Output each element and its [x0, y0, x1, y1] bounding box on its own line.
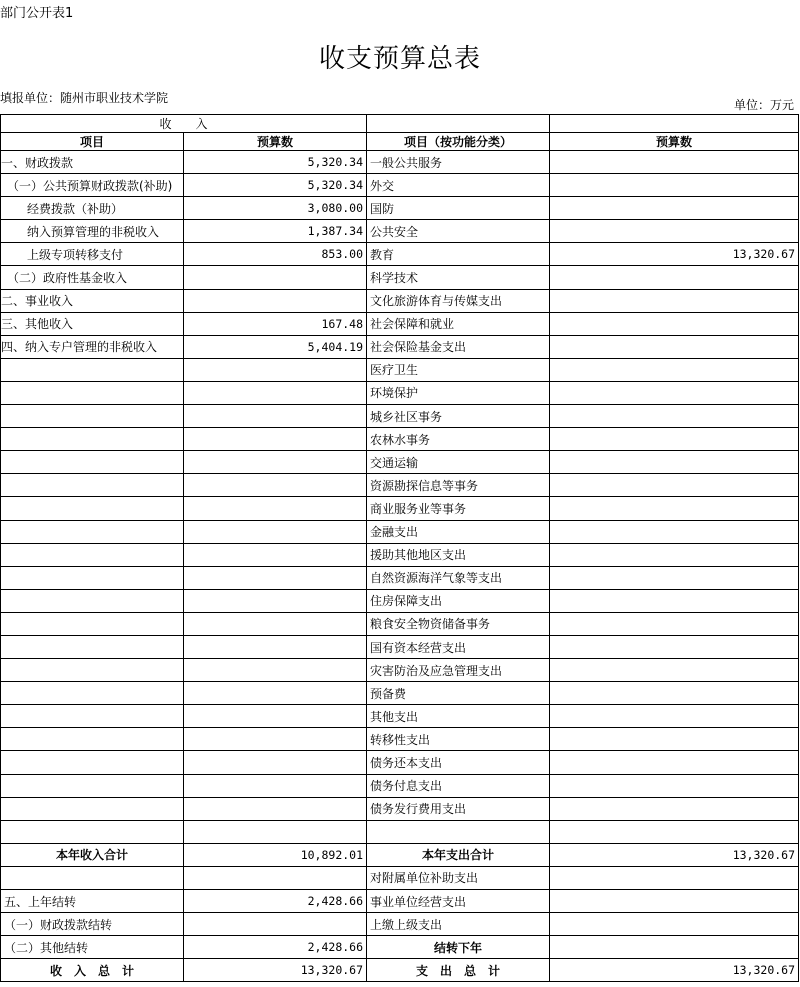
expense-amount-cell	[550, 381, 799, 404]
expense-item-cell: 国防	[367, 197, 550, 220]
expense-item-cell: 社会保障和就业	[367, 312, 550, 335]
expense-amount-cell	[550, 705, 799, 728]
table-row	[1, 405, 799, 428]
affiliate-amount	[550, 866, 799, 889]
reporting-unit: 填报单位：随州市职业技术学院	[0, 91, 169, 105]
expense-total-label: 支 出 总 计	[367, 959, 550, 982]
expense-amount-cell	[550, 266, 799, 289]
expense-total-value: 13,320.67	[550, 959, 799, 982]
table-row	[1, 312, 799, 335]
expense-item-cell: 粮食安全物资储备事务	[367, 612, 550, 635]
table-row	[1, 474, 799, 497]
table-row	[1, 266, 799, 289]
income-item-cell: 四、纳入专户管理的非税收入	[1, 335, 184, 358]
year-total-row	[1, 843, 799, 866]
table-row	[1, 635, 799, 658]
income-amount-cell: 5,404.19	[184, 335, 367, 358]
income-item-cell	[1, 451, 184, 474]
income-item-cell	[1, 728, 184, 751]
expense-item-cell: 援助其他地区支出	[367, 543, 550, 566]
expense-amount-cell	[550, 474, 799, 497]
income-item-cell: 纳入预算管理的非税收入	[1, 220, 184, 243]
table-row	[1, 174, 799, 197]
expense-amount-cell	[550, 335, 799, 358]
next-carry-amount	[550, 936, 799, 959]
income-item-cell	[1, 358, 184, 381]
expense-amount-cell	[550, 820, 799, 843]
affiliate-label: 对附属单位补助支出	[367, 866, 550, 889]
affiliate-income-amount	[184, 866, 367, 889]
expense-amount-cell	[550, 497, 799, 520]
income-total-label: 收 入 总 计	[1, 959, 184, 982]
income-amount-cell	[184, 428, 367, 451]
income-item-cell: （二）政府性基金收入	[1, 266, 184, 289]
table-number: 部门公开表1	[0, 6, 74, 21]
year-expense-label: 本年支出合计	[367, 843, 550, 866]
table-row	[1, 682, 799, 705]
expense-item-cell: 金融支出	[367, 520, 550, 543]
expense-amount-cell	[550, 358, 799, 381]
income-amount-cell	[184, 751, 367, 774]
expense-item-cell: 债务发行费用支出	[367, 797, 550, 820]
table-row	[1, 243, 799, 266]
table-row	[1, 497, 799, 520]
expense-item-cell: 债务付息支出	[367, 774, 550, 797]
table-row	[1, 612, 799, 635]
income-amount-cell	[184, 405, 367, 428]
expense-amount-cell	[550, 797, 799, 820]
superior-amount	[550, 913, 799, 936]
expense-item-cell: 农林水事务	[367, 428, 550, 451]
table-row	[1, 289, 799, 312]
expense-item-cell: 自然资源海洋气象等支出	[367, 566, 550, 589]
income-item-cell	[1, 543, 184, 566]
expense-amount-cell	[550, 151, 799, 174]
page-title: 收支预算总表	[318, 44, 481, 74]
expense-section-label	[367, 115, 550, 133]
expense-item-cell: 灾害防治及应急管理支出	[367, 659, 550, 682]
income-amount-cell	[184, 705, 367, 728]
expense-amount-header: 预算数	[550, 133, 799, 151]
income-item-cell	[1, 497, 184, 520]
other-carry-label: （二）其他结转	[1, 936, 184, 959]
income-amount-cell	[184, 612, 367, 635]
currency-unit: 单位：万元	[733, 98, 794, 112]
table-row	[1, 197, 799, 220]
expense-item-cell: 住房保障支出	[367, 589, 550, 612]
table-row	[1, 543, 799, 566]
table-row	[1, 451, 799, 474]
expense-item-cell: 外交	[367, 174, 550, 197]
income-item-cell: 二、事业收入	[1, 289, 184, 312]
income-item-cell: 经费拨款（补助）	[1, 197, 184, 220]
expense-amount-cell	[550, 751, 799, 774]
expense-amount-cell	[550, 174, 799, 197]
table-row	[1, 705, 799, 728]
expense-amount-cell	[550, 451, 799, 474]
income-item-cell	[1, 381, 184, 404]
carryover-value: 2,428.66	[184, 890, 367, 913]
expense-amount-cell	[550, 682, 799, 705]
income-item-cell	[1, 682, 184, 705]
income-item-cell	[1, 405, 184, 428]
expense-amount-cell	[550, 566, 799, 589]
next-carry-label: 结转下年	[367, 936, 550, 959]
expense-amount-cell	[550, 312, 799, 335]
table-row	[1, 751, 799, 774]
section-header-row	[1, 115, 799, 133]
year-income-label: 本年收入合计	[1, 843, 184, 866]
expense-item-cell: 社会保险基金支出	[367, 335, 550, 358]
business-label: 事业单位经营支出	[367, 890, 550, 913]
table-row	[1, 566, 799, 589]
income-item-cell: 上级专项转移支付	[1, 243, 184, 266]
expense-item-cell: 其他支出	[367, 705, 550, 728]
expense-item-cell: 公共安全	[367, 220, 550, 243]
income-amount-cell: 167.48	[184, 312, 367, 335]
income-item-cell	[1, 659, 184, 682]
column-header-row	[1, 133, 799, 151]
other-carry-value: 2,428.66	[184, 936, 367, 959]
table-row	[1, 520, 799, 543]
affiliate-income-blank	[1, 866, 184, 889]
expense-item-cell: 科学技术	[367, 266, 550, 289]
expense-item-cell: 债务还本支出	[367, 751, 550, 774]
income-item-cell	[1, 705, 184, 728]
expense-amount-cell	[550, 774, 799, 797]
income-amount-cell	[184, 543, 367, 566]
income-amount-cell: 853.00	[184, 243, 367, 266]
grand-total-row	[1, 959, 799, 982]
expense-item-cell: 文化旅游体育与传媒支出	[367, 289, 550, 312]
year-expense-value: 13,320.67	[550, 843, 799, 866]
income-item-cell	[1, 797, 184, 820]
income-item-cell: 一、财政拨款	[1, 151, 184, 174]
table-row	[1, 151, 799, 174]
expense-amount-cell	[550, 197, 799, 220]
expense-amount-cell	[550, 543, 799, 566]
expense-amount-cell	[550, 520, 799, 543]
table-row	[1, 659, 799, 682]
income-amount-cell	[184, 774, 367, 797]
table-row	[1, 820, 799, 843]
carryover-row	[1, 890, 799, 913]
income-amount-cell: 5,320.34	[184, 174, 367, 197]
income-item-cell	[1, 520, 184, 543]
table-row	[1, 774, 799, 797]
expense-amount-cell	[550, 728, 799, 751]
expense-amount-cell	[550, 289, 799, 312]
fiscal-carry-label: （一）财政拨款结转	[1, 913, 184, 936]
table-row	[1, 358, 799, 381]
expense-item-cell: 资源勘探信息等事务	[367, 474, 550, 497]
income-amount-cell	[184, 820, 367, 843]
income-amount-cell	[184, 520, 367, 543]
income-amount-cell	[184, 381, 367, 404]
expense-item-cell: 交通运输	[367, 451, 550, 474]
carryover-label: 五、上年结转	[1, 890, 184, 913]
income-amount-cell	[184, 797, 367, 820]
income-amount-cell	[184, 497, 367, 520]
expense-item-cell	[367, 820, 550, 843]
income-item-cell	[1, 428, 184, 451]
income-item-cell	[1, 612, 184, 635]
income-amount-cell	[184, 682, 367, 705]
affiliate-row	[1, 866, 799, 889]
superior-label: 上缴上级支出	[367, 913, 550, 936]
table-row	[1, 220, 799, 243]
table-row	[1, 335, 799, 358]
income-amount-header: 预算数	[184, 133, 367, 151]
income-item-cell	[1, 751, 184, 774]
income-amount-cell	[184, 728, 367, 751]
expense-item-cell: 商业服务业等事务	[367, 497, 550, 520]
income-amount-cell	[184, 589, 367, 612]
expense-item-cell: 转移性支出	[367, 728, 550, 751]
income-item-header: 项目	[1, 133, 184, 151]
income-item-cell	[1, 635, 184, 658]
budget-table	[0, 114, 799, 982]
table-row	[1, 381, 799, 404]
expense-item-cell: 一般公共服务	[367, 151, 550, 174]
expense-amount-cell	[550, 428, 799, 451]
income-item-cell	[1, 820, 184, 843]
income-item-cell: 三、其他收入	[1, 312, 184, 335]
income-amount-cell	[184, 451, 367, 474]
business-amount	[550, 890, 799, 913]
income-amount-cell	[184, 289, 367, 312]
expense-amount-cell	[550, 589, 799, 612]
table-row	[1, 428, 799, 451]
income-amount-cell: 3,080.00	[184, 197, 367, 220]
income-total-value: 13,320.67	[184, 959, 367, 982]
income-amount-cell	[184, 659, 367, 682]
expense-amount-cell	[550, 405, 799, 428]
expense-item-cell: 城乡社区事务	[367, 405, 550, 428]
income-amount-cell	[184, 474, 367, 497]
income-section-label: 收 入	[1, 115, 367, 133]
income-amount-cell	[184, 266, 367, 289]
income-item-cell	[1, 774, 184, 797]
other-carry-row	[1, 936, 799, 959]
income-amount-cell: 1,387.34	[184, 220, 367, 243]
expense-item-cell: 医疗卫生	[367, 358, 550, 381]
income-item-cell	[1, 566, 184, 589]
expense-section-blank	[550, 115, 799, 133]
expense-amount-cell: 13,320.67	[550, 243, 799, 266]
income-item-cell: （一）公共预算财政拨款(补助)	[1, 174, 184, 197]
expense-item-cell: 国有资本经营支出	[367, 635, 550, 658]
expense-amount-cell	[550, 612, 799, 635]
expense-item-cell: 教育	[367, 243, 550, 266]
expense-amount-cell	[550, 635, 799, 658]
table-row	[1, 797, 799, 820]
expense-item-cell: 预备费	[367, 682, 550, 705]
income-item-cell	[1, 474, 184, 497]
income-amount-cell	[184, 566, 367, 589]
expense-item-header: 项目（按功能分类）	[367, 133, 550, 151]
expense-amount-cell	[550, 659, 799, 682]
year-income-value: 10,892.01	[184, 843, 367, 866]
table-row	[1, 728, 799, 751]
income-amount-cell: 5,320.34	[184, 151, 367, 174]
fiscal-carry-row	[1, 913, 799, 936]
fiscal-carry-value	[184, 913, 367, 936]
income-amount-cell	[184, 358, 367, 381]
table-row	[1, 589, 799, 612]
income-item-cell	[1, 589, 184, 612]
expense-item-cell: 环境保护	[367, 381, 550, 404]
income-amount-cell	[184, 635, 367, 658]
expense-amount-cell	[550, 220, 799, 243]
